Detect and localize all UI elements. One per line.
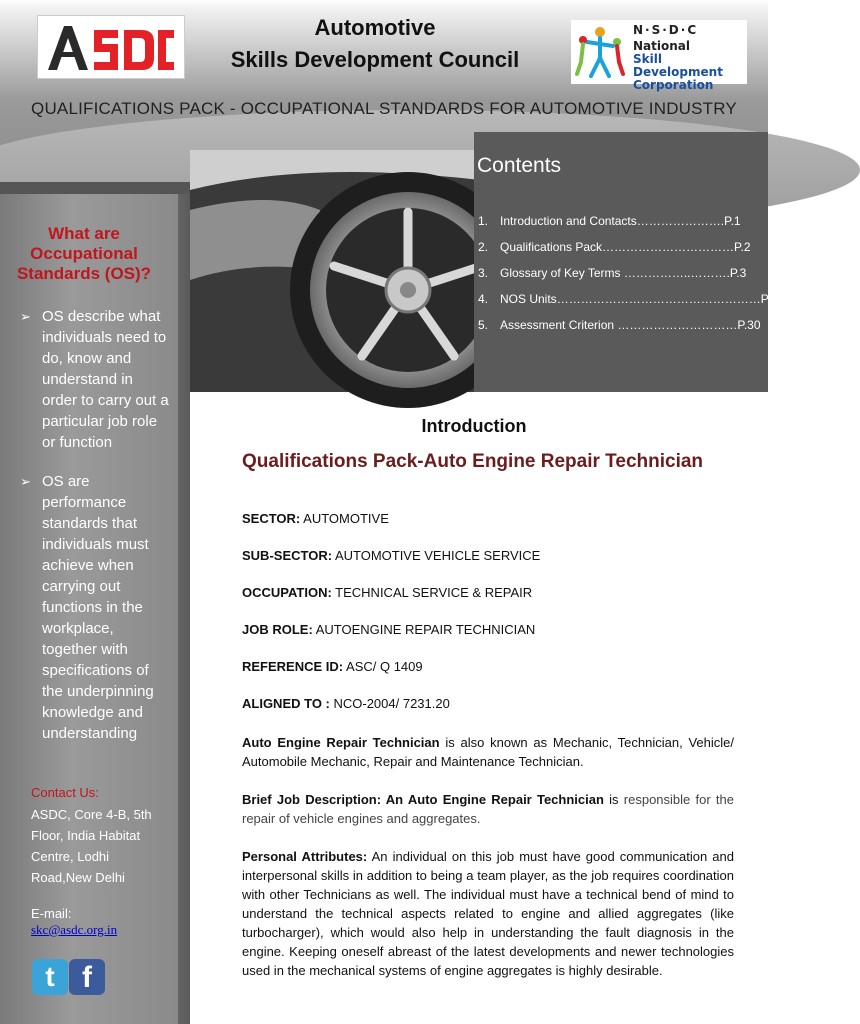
- facebook-icon[interactable]: [69, 959, 105, 995]
- toc-number: 5.: [478, 318, 489, 332]
- email-label: E-mail:: [31, 906, 72, 921]
- toc-item[interactable]: [478, 240, 751, 254]
- attr-text: An individual on this job must have good communication and interpersonal skills in addition to being a team player, as the job requires coordination with other Technicians as well. The individual must have a technical bend of mind to understand the technical aspects related to engine and allied aggregates (like turbocharger), which would also help in understanding the fault diagnosis in the engine. Keeping oneself abreast of the latest developments and newer technologies used in the mechanical systems of engine aggregates is highly desirable.: [242, 849, 734, 978]
- os-bullet-text: OS describe what individuals need to do, know and understand in order to carry out a particular job role or function: [42, 308, 169, 451]
- os-bullet: [20, 306, 172, 453]
- field-label: OCCUPATION:: [242, 585, 332, 600]
- toc-number: 1.: [478, 214, 489, 228]
- nsdc-logo: [571, 20, 747, 92]
- toc-page: P.30: [737, 318, 761, 332]
- field-value: TECHNICAL SERVICE & REPAIR: [331, 585, 533, 600]
- arrow-bullet-icon: ➢: [20, 474, 31, 489]
- council-title-line2: Skills Development Council: [230, 47, 520, 72]
- nsdc-name-line1: National: [633, 39, 690, 53]
- field-label: REFERENCE ID:: [242, 659, 344, 674]
- twitter-glyph: t: [45, 961, 55, 992]
- toc-page: P.3: [729, 266, 747, 280]
- brief-bold: Brief Job Description: An Auto Engine Repair Technician: [242, 792, 604, 807]
- wheel-illustration: [190, 150, 480, 392]
- toc-leader: ……………………………………………: [556, 292, 761, 306]
- also-known-as-paragraph: [242, 733, 734, 771]
- introduction-heading: Introduction: [421, 416, 527, 436]
- contents-title: Contents: [477, 154, 562, 177]
- facebook-glyph: f: [82, 961, 92, 994]
- attr-bold: Personal Attributes:: [242, 849, 368, 864]
- toc-item[interactable]: [478, 292, 777, 306]
- os-bullet: [20, 471, 172, 744]
- field-value: AUTOMOTIVE VEHICLE SERVICE: [332, 548, 541, 563]
- toc-label: Introduction and Contacts: [500, 214, 637, 228]
- os-heading: [0, 224, 174, 284]
- asdc-logo-mark: [46, 22, 176, 72]
- job-field: [242, 585, 532, 600]
- job-field: [242, 511, 389, 526]
- toc-page: P.6: [760, 292, 778, 306]
- field-label: JOB ROLE:: [242, 622, 313, 637]
- toc-page: P.1: [724, 214, 741, 228]
- toc-item[interactable]: [478, 214, 741, 228]
- nsdc-figures-icon: [573, 24, 627, 80]
- field-value: ASC/ Q 1409: [343, 659, 423, 674]
- toc-page: P.2: [734, 240, 751, 254]
- nsdc-name-line2: Skill Development: [633, 52, 723, 79]
- nsdc-acronym: N·S·D·C: [633, 23, 699, 37]
- field-label: SECTOR:: [242, 511, 301, 526]
- council-title: [195, 12, 555, 76]
- toc-label: NOS Units: [500, 292, 557, 306]
- nsdc-name-line3: Corporation: [633, 78, 714, 92]
- field-label: SUB-SECTOR:: [242, 548, 333, 563]
- toc-leader: …………………………: [614, 318, 738, 332]
- os-heading-line2: Occupational: [30, 244, 138, 263]
- council-title-line1: Automotive: [314, 15, 436, 40]
- toc-label: Qualifications Pack: [500, 240, 603, 254]
- contact-address: ASDC, Core 4-B, 5th Floor, India Habitat Centre, Lodhi Road,New Delhi: [31, 807, 152, 885]
- field-value: AUTOENGINE REPAIR TECHNICIAN: [312, 622, 536, 637]
- job-field: [242, 622, 535, 637]
- os-heading-line3: Standards (OS)?: [16, 264, 152, 283]
- toc-leader: ……………..……….: [620, 266, 730, 280]
- job-field: [242, 548, 540, 563]
- contact-label: Contact Us:: [31, 785, 99, 800]
- field-label: ALIGNED TO :: [242, 696, 330, 711]
- job-field: [242, 659, 423, 674]
- qualifications-pack-title: QUALIFICATIONS PACK - OCCUPATIONAL STANDARDS FOR AUTOMOTIVE INDUSTRY: [31, 99, 737, 118]
- field-value: NCO-2004/ 7231.20: [329, 696, 450, 711]
- toc-item[interactable]: [478, 266, 746, 280]
- twitter-icon[interactable]: [32, 959, 68, 995]
- toc-leader: ……………………………: [602, 240, 735, 254]
- brief-job-description: [242, 790, 734, 828]
- toc-leader: ………………….: [636, 214, 725, 228]
- brief-is: is: [603, 792, 624, 807]
- toc-item[interactable]: [478, 318, 761, 332]
- sidebar-top-edge: [0, 182, 190, 194]
- email-link[interactable]: skc@asdc.org.in: [31, 922, 118, 937]
- aka-text: is also known as Mechanic, Technician, Vehicle/ Automobile Mechanic, Repair and Maintenance Technician.: [242, 735, 734, 769]
- toc-number: 3.: [478, 266, 489, 280]
- arrow-bullet-icon: ➢: [20, 309, 31, 324]
- aka-bold: Auto Engine Repair Technician: [242, 735, 440, 750]
- personal-attributes: [242, 847, 734, 980]
- toc-number: 2.: [478, 240, 489, 254]
- alloy-wheel-photo: [190, 150, 480, 392]
- toc-number: 4.: [478, 292, 489, 306]
- toc-label: Assessment Criterion: [500, 318, 615, 332]
- qualifications-pack-name: Qualifications Pack-Auto Engine Repair Technician: [242, 451, 704, 472]
- field-value: AUTOMOTIVE: [300, 511, 389, 526]
- os-bullet-text: OS are performance standards that individuals must achieve when carrying out functions in the workplace, together with specifications of the underpinning knowledge and understanding: [42, 473, 154, 742]
- toc-label: Glossary of Key Terms: [500, 266, 621, 280]
- asdc-logo: [37, 15, 185, 79]
- os-heading-line1: What are: [48, 224, 120, 243]
- job-field: [242, 696, 450, 711]
- brief-text: responsible for the repair of vehicle engines and aggregates.: [242, 792, 734, 826]
- nsdc-name: [633, 40, 747, 92]
